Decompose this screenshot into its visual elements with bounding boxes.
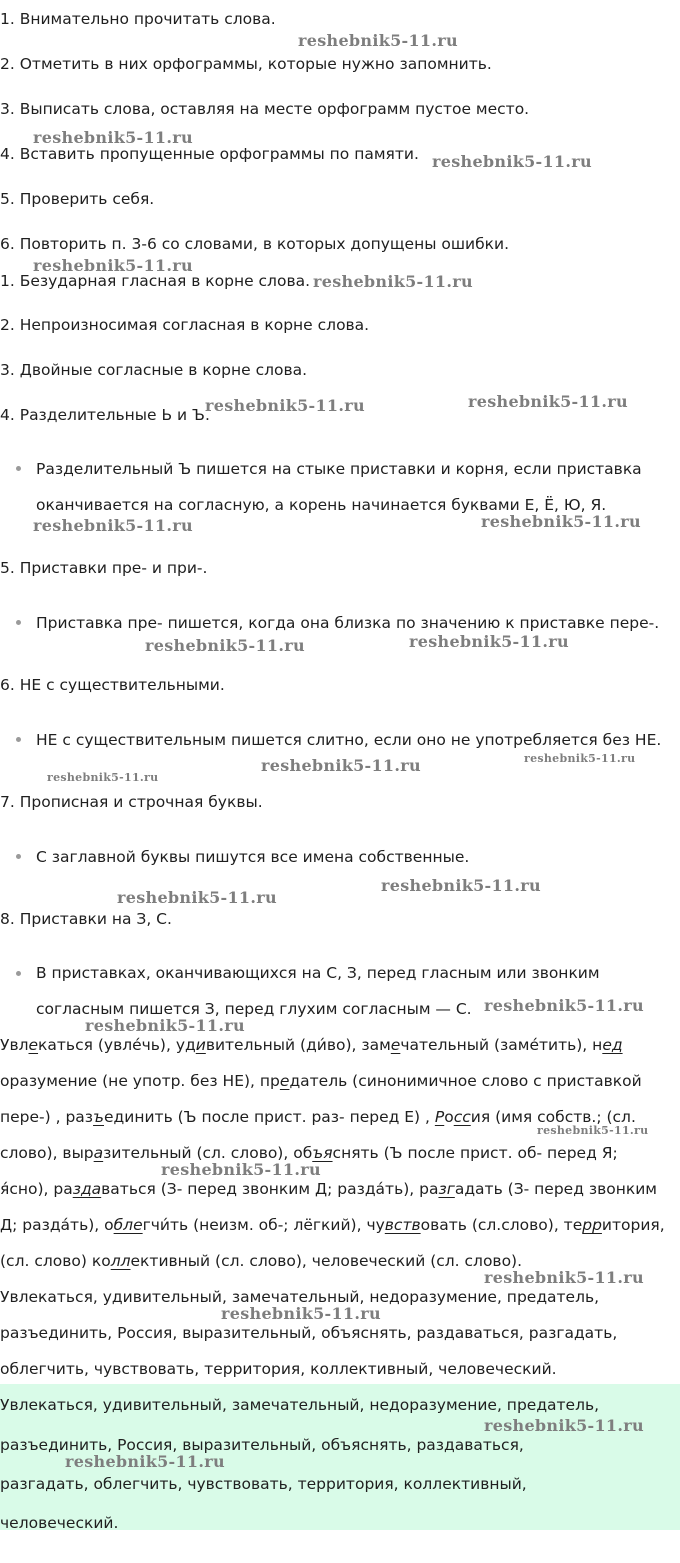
rule-2: 2. Непроизносимая согласная в корне слова.: [0, 316, 370, 334]
watermark: reshebnik5-11.ru: [484, 996, 644, 1015]
text-run: ективный (сл. слово), человеческий (сл. слово).: [130, 1252, 523, 1270]
orthogram: бле: [113, 1216, 143, 1234]
orthogram: зг: [438, 1180, 455, 1198]
orthogram: вств: [384, 1216, 421, 1234]
text-run: я́сно), ра: [0, 1180, 73, 1198]
text-run: вительный (ди́во), зам: [205, 1036, 391, 1054]
text-run: каться (увлéчь), уд: [38, 1036, 196, 1054]
watermark: reshebnik5-11.ru: [409, 632, 569, 651]
orthogram: рр: [582, 1216, 602, 1234]
watermark: reshebnik5-11.ru: [298, 31, 458, 50]
watermark: reshebnik5-11.ru: [47, 771, 159, 784]
rule-7: 7. Прописная и строчная буквы.: [0, 793, 263, 811]
orthogram: и: [195, 1036, 206, 1054]
orthogram: лл: [110, 1252, 131, 1270]
bullet-dot: [16, 620, 21, 625]
text-run: зительный (сл. слово), об: [103, 1144, 313, 1162]
step-2: 2. Отметить в них орфограммы, которые нужно запомнить.: [0, 55, 492, 73]
analysis-line: [0, 1034, 623, 1056]
watermark: reshebnik5-11.ru: [205, 396, 365, 415]
orthogram: ъя: [312, 1144, 333, 1162]
watermark: reshebnik5-11.ru: [481, 512, 641, 531]
watermark: reshebnik5-11.ru: [381, 876, 541, 895]
text-run: адать (З- перед звонким: [454, 1180, 657, 1198]
text-run: ия (имя собств.; (сл.: [470, 1108, 636, 1126]
orthogram: ед: [602, 1036, 623, 1054]
watermark: reshebnik5-11.ru: [484, 1416, 644, 1435]
watermark: reshebnik5-11.ru: [432, 152, 592, 171]
text-run: датель (синонимичное слово с приставкой: [289, 1072, 642, 1090]
orthogram: е: [28, 1036, 39, 1054]
analysis-line: [0, 1214, 665, 1236]
watermark: reshebnik5-11.ru: [65, 1452, 225, 1471]
word-list-line: разъединить, Россия, выразительный, объяснять, раздаваться, разгадать,: [0, 1324, 618, 1342]
watermark: reshebnik5-11.ru: [468, 392, 628, 411]
rule-4: 4. Разделительные Ь и Ъ.: [0, 406, 210, 424]
watermark: reshebnik5-11.ru: [85, 1016, 245, 1035]
orthogram: ъ: [93, 1108, 104, 1126]
rule-8-text-2: согласным пишется З, перед глухим согласным — С.: [36, 1000, 472, 1018]
orthogram: е: [390, 1036, 401, 1054]
text-run: оразумение (не употр. без НЕ), пр: [0, 1072, 280, 1090]
answer-line: человеческий.: [0, 1514, 119, 1532]
watermark: reshebnik5-11.ru: [261, 756, 421, 775]
rule-8: 8. Приставки на З, С.: [0, 910, 172, 928]
rule-5-text: Приставка пре- пишется, когда она близка по значению к приставке пере-.: [36, 614, 660, 632]
rule-5: 5. Приставки пре- и при-.: [0, 559, 208, 577]
text-run: Увл: [0, 1036, 29, 1054]
text-run: гчи́ть (неизм. об-; лёгкий), чу: [142, 1216, 385, 1234]
rule-3: 3. Двойные согласные в корне слова.: [0, 361, 308, 379]
text-run: чательный (замéтить), н: [400, 1036, 603, 1054]
text-run: итория,: [601, 1216, 665, 1234]
step-6: 6. Повторить п. 3-6 со словами, в которых допущены ошибки.: [0, 235, 510, 253]
orthogram: зда: [72, 1180, 102, 1198]
text-run: овать (сл.слово), те: [420, 1216, 583, 1234]
rule-6: 6. НЕ с существительными.: [0, 676, 225, 694]
step-5: 5. Проверить себя.: [0, 190, 155, 208]
watermark: reshebnik5-11.ru: [161, 1160, 321, 1179]
orthogram: сс: [453, 1108, 471, 1126]
rule-7-text: С заглавной буквы пишутся все имена собственные.: [36, 848, 470, 866]
step-4: 4. Вставить пропущенные орфограммы по памяти.: [0, 145, 419, 163]
text-run: единить (Ъ после прист. раз- перед Е) ,: [104, 1108, 435, 1126]
watermark: reshebnik5-11.ru: [484, 1268, 644, 1287]
watermark: reshebnik5-11.ru: [145, 636, 305, 655]
text-run: ваться (З- перед звонким Д; раздáть), ра: [101, 1180, 439, 1198]
analysis-line: [0, 1070, 642, 1092]
orthogram: е: [279, 1072, 290, 1090]
watermark: reshebnik5-11.ru: [33, 516, 193, 535]
rule-1: 1. Безударная гласная в корне слова.: [0, 272, 311, 290]
word-list-line: Увлекаться, удивительный, замечательный, недоразумение, предатель,: [0, 1288, 600, 1306]
orthogram: Р: [434, 1108, 445, 1126]
analysis-line: [0, 1178, 657, 1200]
rule-6-text: НЕ с существительным пишется слитно, если оно не употребляется без НЕ.: [36, 731, 662, 749]
text-run: снять (Ъ после прист. об- перед Я;: [332, 1144, 618, 1162]
text-run: о: [444, 1108, 454, 1126]
analysis-line: [0, 1250, 522, 1272]
answer-line: Увлекаться, удивительный, замечательный, недоразумение, предатель,: [0, 1396, 600, 1414]
rule-4-text-1: Разделительный Ъ пишется на стыке приставки и корня, если приставка: [36, 460, 642, 478]
text-run: пере-) , раз: [0, 1108, 94, 1126]
text-run: слово), выр: [0, 1144, 94, 1162]
watermark: reshebnik5-11.ru: [117, 888, 277, 907]
text-run: (сл. слово) ко: [0, 1252, 111, 1270]
watermark: reshebnik5-11.ru: [33, 128, 193, 147]
step-1: 1. Внимательно прочитать слова.: [0, 10, 276, 28]
orthogram: а: [93, 1144, 104, 1162]
watermark: reshebnik5-11.ru: [221, 1304, 381, 1323]
bullet-dot: [16, 971, 21, 976]
rule-8-text-1: В приставках, оканчивающихся на С, З, перед гласным или звонким: [36, 964, 600, 982]
watermark: reshebnik5-11.ru: [313, 272, 473, 291]
rule-4-text-2: оканчивается на согласную, а корень начинается буквами Е, Ё, Ю, Я.: [36, 496, 607, 514]
word-list-line: облегчить, чувствовать, территория, коллективный, человеческий.: [0, 1360, 557, 1378]
watermark: reshebnik5-11.ru: [524, 752, 636, 765]
bullet-dot: [16, 466, 21, 471]
watermark: reshebnik5-11.ru: [33, 256, 193, 275]
answer-line: разгадать, облегчить, чувствовать, территория, коллективный,: [0, 1475, 527, 1493]
watermark: reshebnik5-11.ru: [537, 1124, 649, 1137]
step-3: 3. Выписать слова, оставляя на месте орфограмм пустое место.: [0, 100, 530, 118]
bullet-dot: [16, 737, 21, 742]
text-run: Д; раздáть), о: [0, 1216, 114, 1234]
answer-line: разъединить, Россия, выразительный, объяснять, раздаваться,: [0, 1436, 524, 1454]
bullet-dot: [16, 854, 21, 859]
